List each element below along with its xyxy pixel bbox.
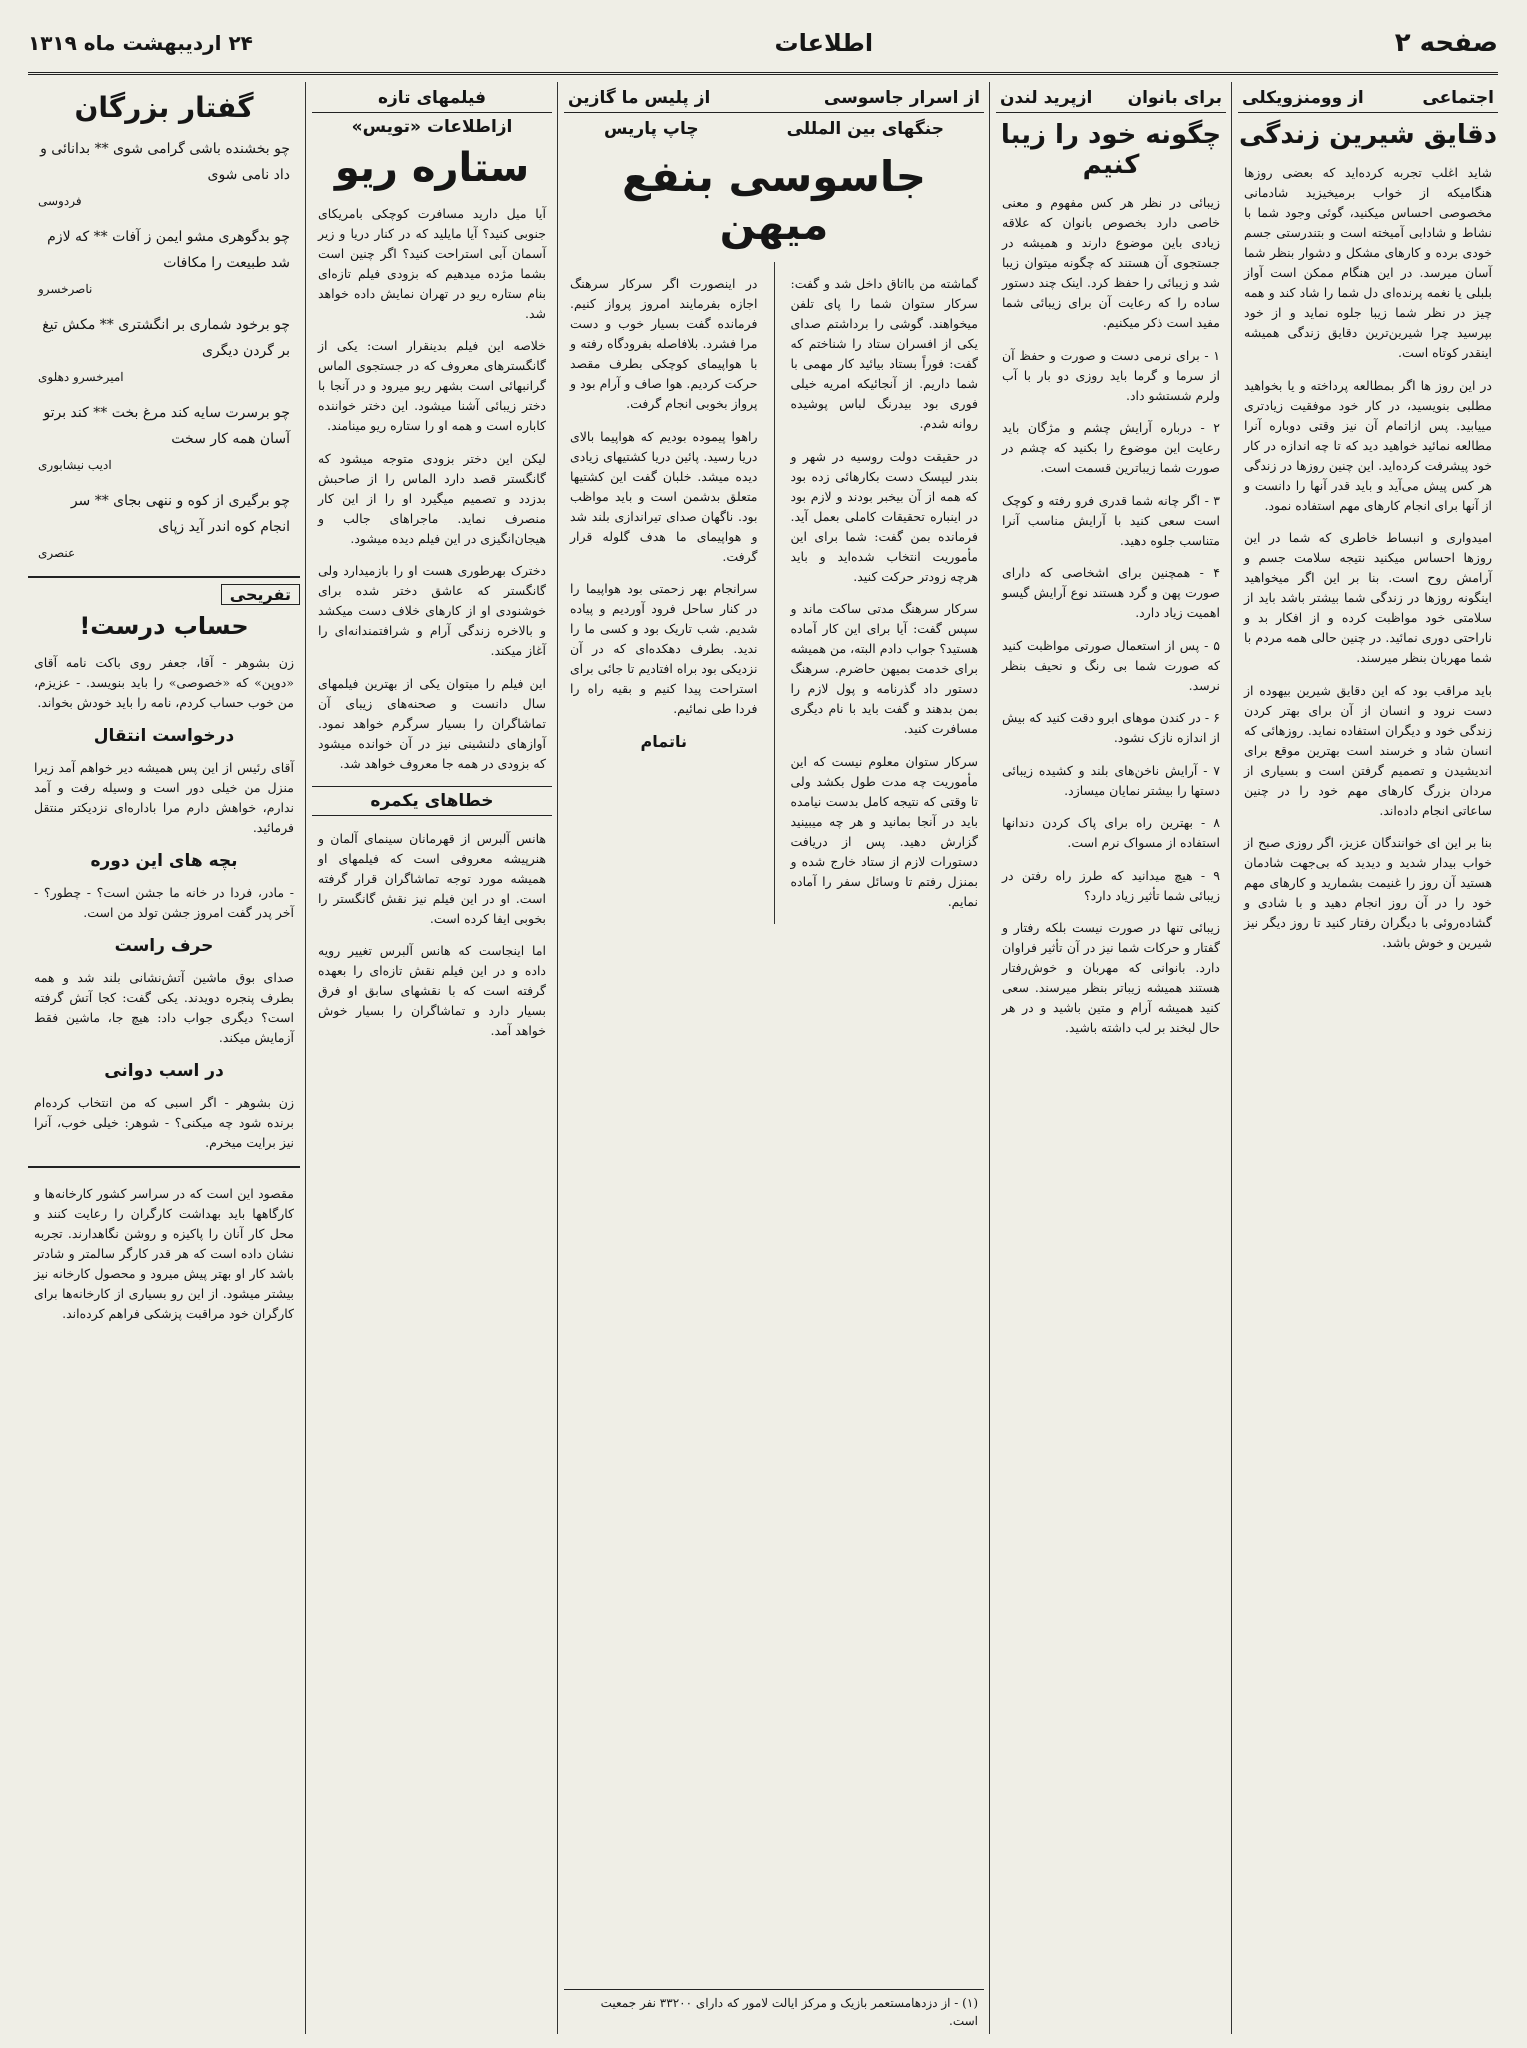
films-paragraph: این فیلم را میتوان یکی از بهترین فیلمهای سال دانست و صحنه‌های زیبای آن تماشاگران را بسیار سرگرم خواهد نمود. آوازهای دلنشینی نیز در آن خوانده میشود که بزودی در همه جا معروف خواهد شد.	[318, 675, 546, 771]
verse: چو بخشنده باشی گرامی شوی ** بدانائی و داد نامی شوی	[40, 141, 290, 184]
column-beauty	[996, 82, 1226, 2034]
page-frame	[28, 14, 1498, 2034]
newspaper-name: اطلاعات	[774, 29, 874, 57]
humor-paragraph: - مادر، فردا در خانه ما جشن است؟ - چطور؟ - آخر پدر گفت امروز جشن تولد من است.	[34, 885, 294, 921]
spy-inner-divider	[774, 262, 775, 925]
beauty-item: ۷ - آرایش ناخن‌های بلند و کشیده زیبائی دستها را بیشتر نمایان میسازد.	[1002, 762, 1220, 798]
spy-subcolumn	[564, 262, 764, 925]
humor-subtitle: درخواست انتقال	[93, 725, 235, 746]
beauty-item: ۳ - اگر چانه شما قدری فرو رفته و کوچک است سعی کنید با آرایش مناسب آنرا متناسب جلوه دهید.	[1002, 492, 1220, 548]
beauty-kicker	[996, 82, 1226, 113]
beauty-item: ۸ - بهترین راه برای پاک کردن دندانها استفاده از مسواک نرم است.	[1002, 815, 1220, 851]
beauty-item: ۵ - پس از استعمال صورتی مواظبت کنید که صورت شما بی رنگ و نحیف بنظر نرسد.	[1002, 637, 1220, 693]
verse-source: امیرخسرو دهلوی	[38, 370, 124, 385]
verse: چو برخود شماری بر انگشتری ** مکش تیغ بر گردن دیگری	[42, 317, 290, 360]
films-paragraph: خلاصه این فیلم بدینقرار است: یکی از گانگسترهای معروف که در جستجوی الماس گرانبهائی است بشهر ریو میرود و در آنجا با دختر زیبائی آشنا میشود. این دختر خواننده کاباره است و همه او را ستاره ریو مینامند.	[318, 338, 546, 433]
social-paragraph: در این روز ها اگر بمطالعه پرداخته و یا بخواهید مطلبی بنویسید، در کار خود موفقیت زیادتری مییابید. پس ازاتمام آن نیز وقتی دوباره آنرا مطالعه نمائید خواهید دید که تا چه اندازه در کار خود پیشرفت کرده‌اید. این چنین روزها در زندگی هر کس پیش می‌آید و باید قدر آنها را دانست و از آنها برای انجام کارهای مهم استفاده نمود.	[1244, 377, 1492, 513]
page-number: صفحه ۲	[1394, 28, 1498, 58]
humor-paragraph: صدای بوق ماشین آتش‌نشانی بلند شد و همه بطرف پنجره دویدند. یکی گفت: کجا آتش گرفته است؟ دیگری جواب داد: هیچ جا، ماشین فقط آزمایش میکند.	[34, 970, 294, 1046]
spy-paragraph: در حقیقت دولت روسیه در شهر و بندر لیپسک دست بکارهائی زده بود که همه از آن بیخبر بودند و لازم بود در اینباره تحقیقات کاملی بعمل آید. فرمانده بمن گفت: شما برای این مأموریت انتخاب شده‌اید و باید هرچه زودتر حرکت کنید.	[790, 448, 978, 584]
masthead	[28, 14, 1498, 75]
beauty-paragraph: زیبائی در نظر هر کس مفهوم و معنی خاصی دارد بخصوص بانوان که علاقه زیادی باین موضوع دارند و همیشه در جستجوی آن هستند که چگونه میتوان زیبا شد و زیبائی را حفظ کرد. اینک چند دستور ساده را که رعایت آن برای زیبائی شما مفید است ذکر میکنیم.	[1002, 195, 1220, 331]
spy-paragraph: راهوا پیموده بودیم که هواپیما بالای دریا رسید. پائین دریا کشتیهای زیادی دیده میشد. خلبان گفت این کشتیها متعلق بدشمن است و باید مواظب بود. ناگهان صدای تیراندازی بلند شد و هواپیمای ما هدف گلوله قرار گرفت.	[570, 428, 758, 564]
films-paragraph: لیکن این دختر بزودی متوجه میشود که گانگستر قصد دارد الماس را از صاحبش بدزدد و تصمیم میگیرد او را از این کار منصرف نماید. ماجراهای جالب و هیجان‌انگیزی در این فیلم دیده میشود.	[318, 450, 546, 546]
spy-two-columns	[564, 262, 984, 925]
humor-paragraph: زن بشوهر - اگر اسبی که من انتخاب کرده‌ام برنده شود چه میکنی؟ - شوهر: خیلی خوب، آنرا نیز برایت میخرم.	[34, 1095, 294, 1151]
humor-label: تفریحی	[221, 584, 300, 605]
beauty-paragraph: زیبائی تنها در صورت نیست بلکه رفتار و گفتار و حرکات شما نیز در آن تأثیر فراوان دارد. بانوانی که مهربان و خوش‌رفتار هستند همیشه زیباتر بنظر میرسند. سعی کنید همیشه آرام و متین باشید و در هر حال لبخند بر لب داشته باشید.	[1002, 920, 1220, 1036]
social-paragraph: شاید اغلب تجربه کرده‌اید که بعضی روزها هنگامیکه از خواب برمیخیزید شادمانی مخصوصی احساس میکنید، گوئی وجود شما با نشاط و شادابی آمیخته است و بتندرستی جسم خودی برده و کارهای مشکل و دشوار بنظر شما آسان میرسد. در این هنگام ممکن است آواز بلبلی یا نغمه پرنده‌ای دل شما را شاد کند و همه چیز در نظر شما زیبا جلوه نماید و از خود بپرسید چرا شیرین‌ترین دقایق زندگی همیشه اینقدر کوتاه است.	[1244, 165, 1492, 361]
social-paragraph: امیدواری و انبساط خاطری که شما در این روزها احساس میکنید نتیجه سلامت جسم و آرامش روح است. بنا بر این اگر میخواهید اینگونه روزها در زندگی شما بیشتر باشد باید از سلامتی خود مواظبت کرده و از افکار بد و ناراحتی دوری نمائید. در چنین حالی همه مردم با شما مهربان بنظر میرسند.	[1244, 530, 1492, 666]
column-divider	[557, 82, 558, 2034]
verse-source: ادیب نیشابوری	[38, 458, 112, 473]
spy-paragraph: سرکار سرهنگ مدتی ساکت ماند و سپس گفت: آیا برای این کار آماده هستید؟ جواب دادم البته، من همیشه برای خدمت بمیهن حاضرم. سرهنگ دستور داد گذرنامه و پول لازم را بمن بدهند و گفت باید با نام دیگری مسافرت کنید.	[790, 601, 978, 737]
column-spy-story	[564, 82, 984, 2034]
spy-subhead: جنگهای بین المللی	[786, 119, 944, 139]
verse: چو برگیری از کوه و ننهی بجای ** سر انجام کوه اندر آید زپای	[70, 493, 290, 536]
verse: چو بدگوهری مشو ایمن ز آفات ** که لازم شد طبیعت را مکافات	[47, 229, 290, 272]
social-headline: دقایق شیرین زندگی	[1238, 120, 1498, 150]
films-paragraph: آیا میل دارید مسافرت کوچکی بامریکای جنوبی کنید؟ آیا مایلید که در کنار دریا و زیر آسمان آبی استراحت کنید؟ اگر چنین است بشما مژده میدهیم که بزودی فیلم تازه‌ای بنام ستاره ریو در تهران نمایش داده خواهد شد.	[318, 205, 546, 321]
issue-date: ۲۴ اردیبهشت ماه ۱۳۱۹	[28, 31, 253, 55]
sayings-verses	[28, 136, 300, 566]
beauty-source-label: ازپرید لندن	[1000, 88, 1093, 108]
spy-paragraph: گماشته من بااتاق داخل شد و گفت: سرکار ستوان شما را پای تلفن میخواهند. گوشی را برداشتم صدای یکی از افسران ستاد را شناختم که گفت: فوراً بستاد بیائید کار مهمی با شما داریم. از آنجائیکه امریه خیلی فوری بود بیدرنگ لباس پوشیده روانه شدم.	[790, 276, 978, 432]
column-divider	[305, 82, 306, 2034]
beauty-item: ۴ - همچنین برای اشخاصی که دارای صورت پهن و گرد هستند نوع آرایش گیسو اهمیت زیاد دارد.	[1002, 565, 1220, 621]
spy-continued-mark: ناتمام	[640, 731, 687, 751]
spy-subcolumn	[785, 262, 985, 925]
humor-box	[28, 576, 300, 1153]
films-section-label: فیلمهای تازه	[377, 88, 487, 108]
column-divider	[989, 82, 990, 2034]
humor-subtitle: حرف راست	[114, 935, 214, 956]
column-films	[312, 82, 552, 2034]
beauty-item: ۶ - در کندن موهای ابرو دقت کنید که بیش از اندازه نازک نشود.	[1002, 710, 1220, 746]
spy-section-label: از اسرار جاسوسی	[823, 88, 980, 108]
social-paragraph: بنا بر این ای خوانندگان عزیز، اگر روزی صبح از خواب بیدار شدید و دیدید که بی‌جهت شادمان هستید آن روز را غنیمت بشمارید و کارهای مهم خود را در آن روز انجام دهید و با شادی و گشاده‌روئی با دیگران رفتار کنید تا روز دیگر نیز شیرین و خوش باشد.	[1244, 835, 1492, 951]
sayings-title: گفتار بزرگان	[74, 91, 254, 124]
spy-paragraph: در اینصورت اگر سرکار سرهنگ اجازه بفرمایند امروز پرواز کنیم. فرمانده گفت بسیار خوب و دست مرا فشرد. بلافاصله بفرودگاه رفته و با هواپیمای کوچکی بطرف مقصد حرکت کردیم. هوا صاف و آرام بود و پرواز بخوبی انجام گرفت.	[570, 276, 758, 412]
social-section-label: اجتماعی	[1422, 88, 1494, 108]
bottom-paragraph: مقصود این است که در سراسر کشور کارخانه‌ها و کارگاهها باید بهداشت کارگران را رعایت کنند و محل کار آنان را پاکیزه و روشن نگاهدارند. تجربه نشان داده است که هر قدر کارگر سالمتر و شادتر باشد کار او بهتر پیش میرود و محصول کارخانه نیز بیشتر میشود. از این رو بسیاری از کارخانه‌ها برای کارگران خود مراقبت پزشکی فراهم کرده‌اند.	[34, 1186, 294, 1322]
verse-source: ناصرخسرو	[38, 282, 93, 297]
humor-paragraph: آقای رئیس از این پس همیشه دیر خواهم آمد زیرا منزل من خیلی دور است و وسیله رفت و آمد ندارم، خواهش دارم مرا باداره‌ای نزدیکتر منتقل فرمائید.	[34, 760, 294, 836]
films-paragraph: دخترک بهرطوری هست او را بازمیدارد ولی گانگستر که عاشق دختر شده برای خوشنودی او از کارهای خلاف دست میکشد و بالاخره زندگی آرام و شرافتمندانه‌ای را آغاز میکند.	[318, 563, 546, 658]
spy-subheads	[564, 113, 984, 145]
humor-subtitle: در اسب دوانی	[104, 1060, 224, 1081]
films-paragraph: هانس آلبرس از قهرمانان سینمای آلمان و هنرپیشه معروفی است که فیلمهای او همیشه مورد توجه تماشاگران قرار گرفته است. او در این فیلم نیز نقش گانگستر را بخوبی ایفا کرده است.	[318, 830, 546, 926]
films-paragraph: اما اینجاست که هانس آلبرس تغییر رویه داده و در این فیلم نقش تازه‌ای را بعهده گرفته است که با نقشهای سابق او فرق بسیار دارد و تماشاگران را بسیار خوش خواهد آمد.	[318, 943, 546, 1038]
spy-paragraph: سرکار ستوان معلوم نیست که این مأموریت چه مدت طول بکشد ولی تا وقتی که نتیجه کامل بدست نیامده باید در آنجا بمانید و هر چه میبینید گزارش دهید. پس از دریافت دستورات لازم از ستاد خارج شده و بمنزل رفتم تا وسائل سفر را آماده نمایم.	[790, 753, 978, 909]
spy-headline: جاسوسی بنفع میهن	[622, 152, 926, 250]
humor-title: حساب درست!	[79, 612, 249, 641]
humor-paragraph: زن بشوهر - آقا، جعفر روی باکت نامه آقای «دوپن» که «خصوصی» را باید بنویسد. - عزیزم، من خوب حساب کردم، نامه را باید خودش بخواند.	[34, 655, 294, 711]
films-section-title: خطاهای یکمره	[312, 786, 552, 816]
spy-paragraph: سرانجام بهر زحمتی بود هواپیما را در کنار ساحل فرود آوردیم و پیاده شدیم. شب تاریک بود و کسی ما را ندید. بطرف دهکده‌ای که در آن نزدیکی بود براه افتادیم تا جائی برای استراحت پیدا کنیم و بقیه راه را فردا طی نمائیم.	[570, 581, 758, 717]
verse: چو برسرت سایه کند مرغ بخت ** کند برتو آسان همه کار سخت	[43, 405, 290, 448]
column-sayings	[28, 82, 300, 2034]
column-divider	[1231, 82, 1232, 2034]
beauty-item: ۹ - هیچ میدانید که طرز راه رفتن در زیبائی شما تأثیر زیاد دارد؟	[1002, 867, 1220, 903]
beauty-headline: چگونه خود را زیبا کنیم	[1000, 120, 1222, 180]
verse-source: عنصری	[38, 546, 76, 561]
column-social	[1238, 82, 1498, 2034]
social-kicker	[1238, 82, 1498, 113]
humor-subtitle: بچه های این دوره	[90, 850, 238, 871]
spy-source-label: از پلیس ما گازین	[568, 88, 711, 108]
columns-area	[28, 82, 1498, 2034]
spy-footnote: (۱) - از دزدهامستعمر بازیک و مرکز ایالت لامور که دارای ۳۳۲۰۰ نفر جمعیت است.	[564, 1989, 984, 2034]
bottom-article	[28, 1166, 300, 1325]
films-subhead: ازاطلاعات «تویس»	[351, 117, 513, 137]
social-paragraph: باید مراقب بود که این دقایق شیرین بیهوده از دست نرود و انسان از آن برای بهتر کردن زندگی خود و دیگران استفاده نماید. روزهائی که انسان شاد و خرسند است بهترین موقع برای اندیشیدن و تصمیم گرفتن است و بسیاری از مردان بزرگ کارهای مهم خود را در چنین ساعاتی انجام داده‌اند.	[1244, 682, 1492, 818]
beauty-item: ۲ - درباره آرایش چشم و مژگان باید رعایت این موضوع را بکنید که چشم در صورت شما زیباترین قسمت است.	[1002, 420, 1220, 476]
beauty-item: ۱ - برای نرمی دست و صورت و حفظ آن از سرما و گرما باید روزی دو بار با آب ولرم شستشو داد.	[1002, 347, 1220, 403]
social-source-label: از وومنزویکلی	[1242, 88, 1364, 108]
films-headline: ستاره ریو	[334, 145, 530, 191]
films-kicker	[312, 82, 552, 113]
beauty-section-label: برای بانوان	[1127, 88, 1222, 108]
spy-subhead: چاپ پاریس	[604, 119, 699, 139]
verse-source: فردوسی	[38, 194, 82, 209]
spy-kicker	[564, 82, 984, 113]
